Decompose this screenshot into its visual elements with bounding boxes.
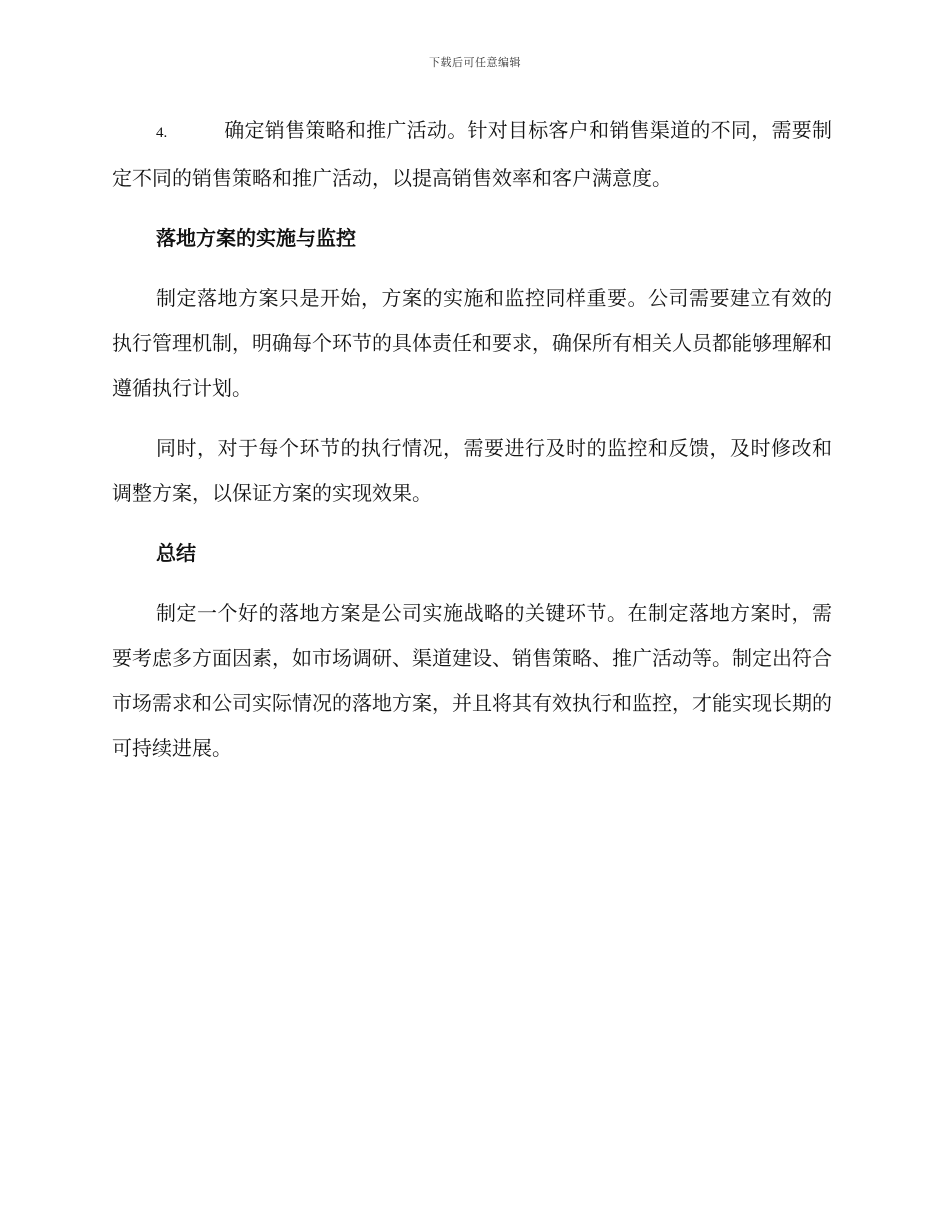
list-item-text: 确定销售策略和推广活动。针对目标客户和销售渠道的不同，需要制定不同的销售策略和推广活动，以提高销售效率和客户满意度。 (112, 118, 832, 190)
document-body (112, 108, 832, 786)
paragraph-implementation-1: 制定落地方案只是开始，方案的实施和监控同样重要。公司需要建立有效的执行管理机制，明确每个环节的具体责任和要求，确保所有相关人员都能够理解和遵循执行计划。 (112, 286, 832, 400)
section-heading-implementation: 落地方案的实施与监控 (156, 226, 356, 250)
page-header: 下载后可任意编辑 (429, 56, 521, 69)
paragraph-summary-1: 制定一个好的落地方案是公司实施战略的关键环节。在制定落地方案时，需要考虑多方面因素，如市场调研、渠道建设、销售策略、推广活动等。制定出符合市场需求和公司实际情况的落地方案，并且将其有效执行和监控，才能实现长期的可持续进展。 (112, 601, 832, 760)
list-item-number: 4. (156, 125, 168, 141)
paragraph-implementation-2: 同时，对于每个环节的执行情况，需要进行及时的监控和反馈，及时修改和调整方案，以保证方案的实现效果。 (112, 436, 832, 505)
list-item-4 (112, 108, 832, 201)
section-heading-summary: 总结 (156, 541, 196, 565)
